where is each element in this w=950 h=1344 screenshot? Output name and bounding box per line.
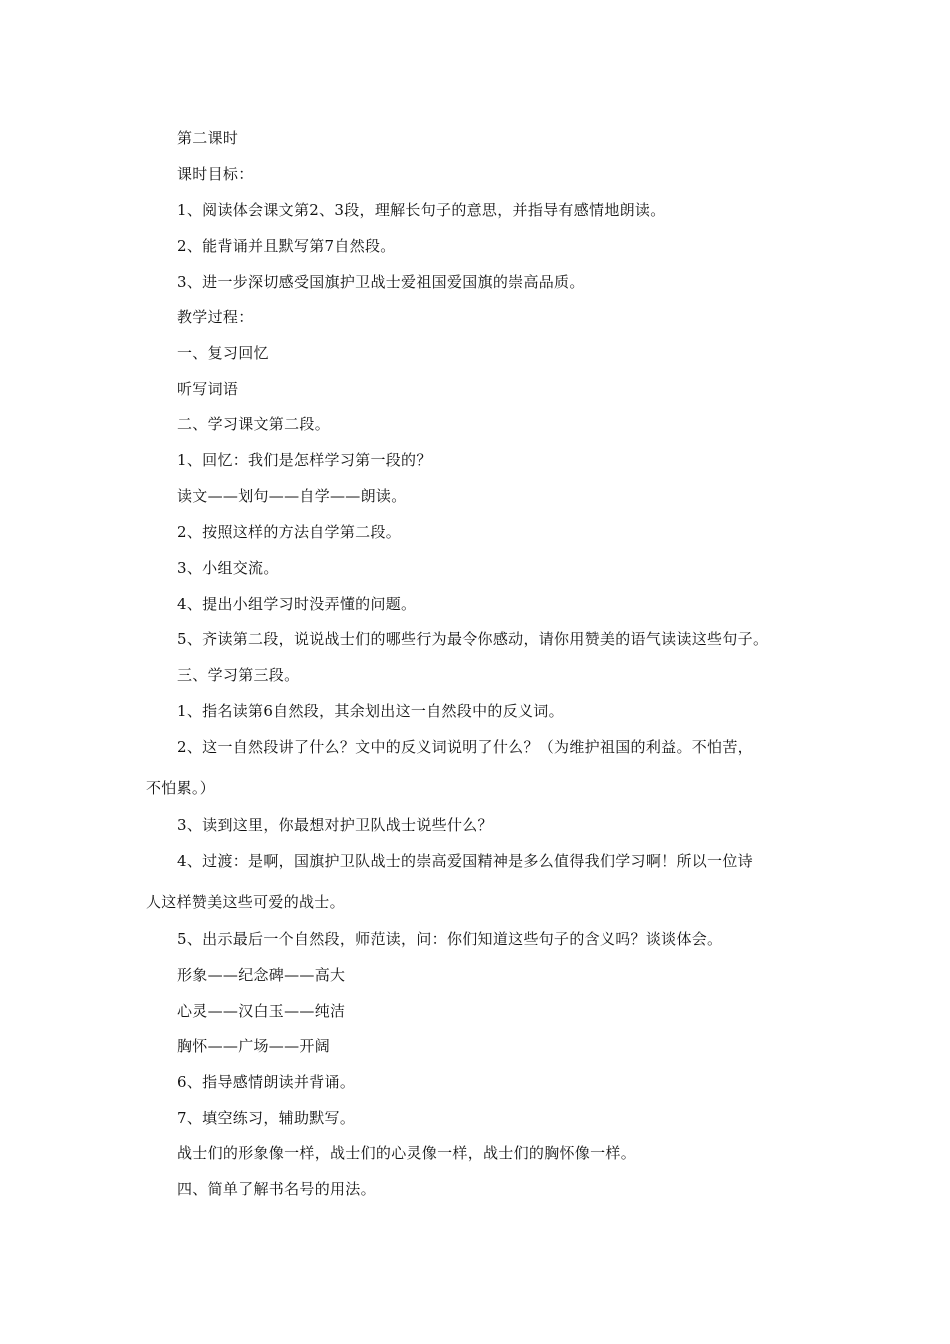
paragraph-line: 心灵——汉白玉——纯洁 (177, 1002, 346, 1020)
paragraph-line: 形象——纪念碑——高大 (177, 966, 346, 984)
paragraph-line: 1、回忆：我们是怎样学习第一段的？ (177, 451, 432, 469)
section-heading: 三、学习第三段。 (177, 666, 300, 684)
paragraph-line: 3、小组交流。 (177, 559, 279, 577)
paragraph-line: 5、出示最后一个自然段，师范读，问：你们知道这些句子的含义吗？谈谈体会。 (177, 930, 723, 948)
paragraph-line: 听写词语 (177, 380, 239, 398)
paragraph-line: 7、填空练习，辅助默写。 (177, 1109, 356, 1127)
paragraph-line: 5、齐读第二段，说说战士们的哪些行为最令你感动，请你用赞美的语气读读这些句子。 (177, 630, 769, 648)
paragraph-line: 4、过渡：是啊，国旗护卫队战士的崇高爱国精神是多么值得我们学习啊！所以一位诗 (177, 852, 753, 870)
paragraph-line: 读文——划句——自学——朗读。 (177, 487, 407, 505)
section-heading: 一、复习回忆 (177, 344, 269, 362)
section-heading: 四、简单了解书名号的用法。 (177, 1180, 376, 1198)
lesson-heading: 第二课时 (177, 129, 239, 147)
objective-item: 2、能背诵并且默写第7自然段。 (177, 237, 396, 255)
objectives-heading: 课时目标： (177, 165, 254, 183)
objective-item: 3、进一步深切感受国旗护卫战士爱祖国爱国旗的崇高品质。 (177, 273, 585, 291)
section-heading: 二、学习课文第二段。 (177, 415, 331, 433)
paragraph-line: 6、指导感情朗读并背诵。 (177, 1073, 356, 1091)
paragraph-line: 1、指名读第6自然段，其余划出这一自然段中的反义词。 (177, 702, 564, 720)
paragraph-line: 3、读到这里，你最想对护卫队战士说些什么？ (177, 816, 493, 834)
process-heading: 教学过程： (177, 308, 254, 326)
objective-item: 1、阅读体会课文第2、3段，理解长句子的意思，并指导有感情地朗读。 (177, 201, 666, 219)
paragraph-line: 2、按照这样的方法自学第二段。 (177, 523, 402, 541)
paragraph-line: 4、提出小组学习时没弄懂的问题。 (177, 595, 417, 613)
paragraph-line: 胸怀——广场——开阔 (177, 1037, 331, 1055)
paragraph-line: 战士们的形象像一样，战士们的心灵像一样，战士们的胸怀像一样。 (177, 1144, 637, 1162)
paragraph-continuation: 不怕累。） (146, 779, 216, 797)
paragraph-continuation: 人这样赞美这些可爱的战士。 (146, 893, 345, 911)
paragraph-line: 2、这一自然段讲了什么？文中的反义词说明了什么？（为维护祖国的利益。不怕苦， (177, 738, 753, 756)
